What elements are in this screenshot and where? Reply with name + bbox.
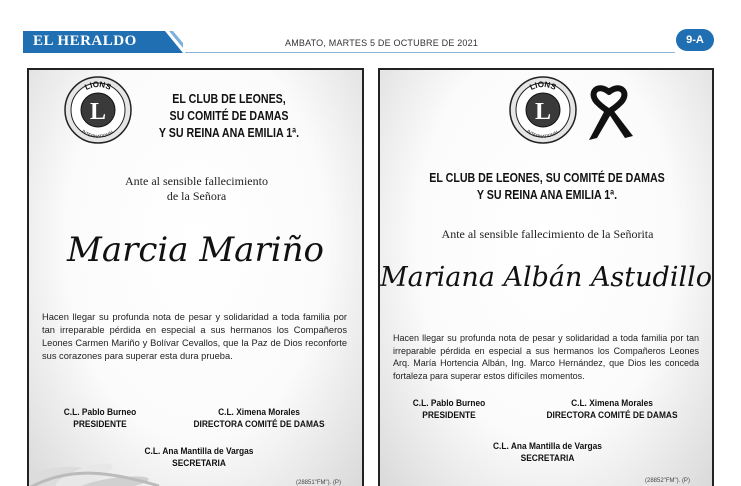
signatory-president — [400, 397, 499, 421]
obituary-notice-left — [27, 68, 364, 486]
mourning-ribbon-icon — [583, 84, 635, 142]
signatory-name: C.L. Pablo Burneo — [412, 398, 486, 408]
logo-letter: L — [534, 99, 552, 125]
signatory-director — [187, 406, 331, 430]
org-line: Y SU REINA ANA EMILIA 1ª. — [476, 187, 618, 202]
organization-heading — [147, 90, 311, 141]
org-line: EL CLUB DE LEONES, SU COMITÉ DE DAMAS — [429, 170, 665, 185]
signatory-role: DIRECTORA COMITÉ DE DAMAS — [546, 410, 678, 420]
signatory-name: C.L. Ana Mantilla de Vargas — [144, 446, 254, 456]
signatory-role: PRESIDENTE — [73, 419, 127, 429]
flower-decoration — [29, 426, 169, 486]
logo-top-text: LIONS — [83, 79, 113, 92]
condolence-message: Hacen llegar su profunda nota de pesar y solidaridad a toda familia por tan irreparable pérdida en especial a sus hermanos los Compañeros Leones Arq. María Hortencia Albán, Ing. Marco Hernández, que Dios les conceda fortaleza para superar estos difíciles momentos. — [393, 333, 699, 381]
signatory-name: C.L. Ximena Morales — [218, 407, 300, 417]
ad-reference: (28851"FM"). (P) — [296, 480, 341, 486]
signatory-role: DIRECTORA COMITÉ DE DAMAS — [193, 419, 325, 429]
signatory-role: SECRETARIA — [520, 453, 575, 463]
intro-text — [89, 174, 304, 204]
lions-logo — [508, 75, 578, 145]
logo-bottom-text: INTERNATIONAL — [80, 128, 116, 140]
signatory-secretary — [478, 440, 618, 464]
signatory-role: SECRETARIA — [172, 458, 226, 468]
page-header — [0, 0, 741, 56]
org-line: SU COMITÉ DE DAMAS — [169, 108, 289, 123]
signatory-name: C.L. Ximena Morales — [571, 398, 653, 408]
dateline: AMBATO, MARTES 5 DE OCTUBRE DE 2021 — [285, 38, 479, 48]
ad-reference: (28852"FM"). (P) — [645, 478, 690, 484]
org-line: Y SU REINA ANA EMILIA 1ª. — [158, 125, 300, 140]
deceased-name: Mariana Albán Astudillo — [380, 262, 712, 293]
signatory-director — [536, 397, 687, 421]
organization-heading — [417, 169, 678, 203]
intro-text — [400, 227, 695, 242]
logo-bottom-text: INTERNATIONAL — [525, 128, 561, 140]
intro-line: Ante al sensible fallecimiento de la Señorita — [441, 227, 654, 241]
intro-line: de la Señora — [166, 189, 227, 203]
signatory-name: C.L. Ana Mantilla de Vargas — [493, 441, 602, 451]
header-rule — [185, 52, 675, 53]
page-number-badge: 9-A — [676, 29, 714, 51]
masthead-title: EL HERALDO — [33, 33, 137, 49]
signatory-role: PRESIDENTE — [422, 410, 476, 420]
signatory-name: C.L. Pablo Burneo — [63, 407, 137, 417]
condolence-message: Hacen llegar su profunda nota de pesar y solidaridad a toda familia por tan irreparable pérdida en especial a sus hermanos los Compañeros Leones Carmen Mariño y Bolívar Cevallos, que la Paz de Dios reconforte sus corazones para superar esta dura prueba. — [42, 312, 347, 361]
obituary-notice-right — [378, 68, 714, 486]
intro-line: Ante al sensible fallecimiento — [125, 174, 268, 188]
logo-top-text: LIONS — [528, 79, 558, 92]
deceased-name: Marcia Mariño — [67, 230, 324, 270]
org-line: EL CLUB DE LEONES, — [172, 91, 286, 106]
masthead-banner — [23, 31, 183, 53]
lions-logo — [63, 75, 133, 145]
logo-letter: L — [89, 99, 107, 125]
